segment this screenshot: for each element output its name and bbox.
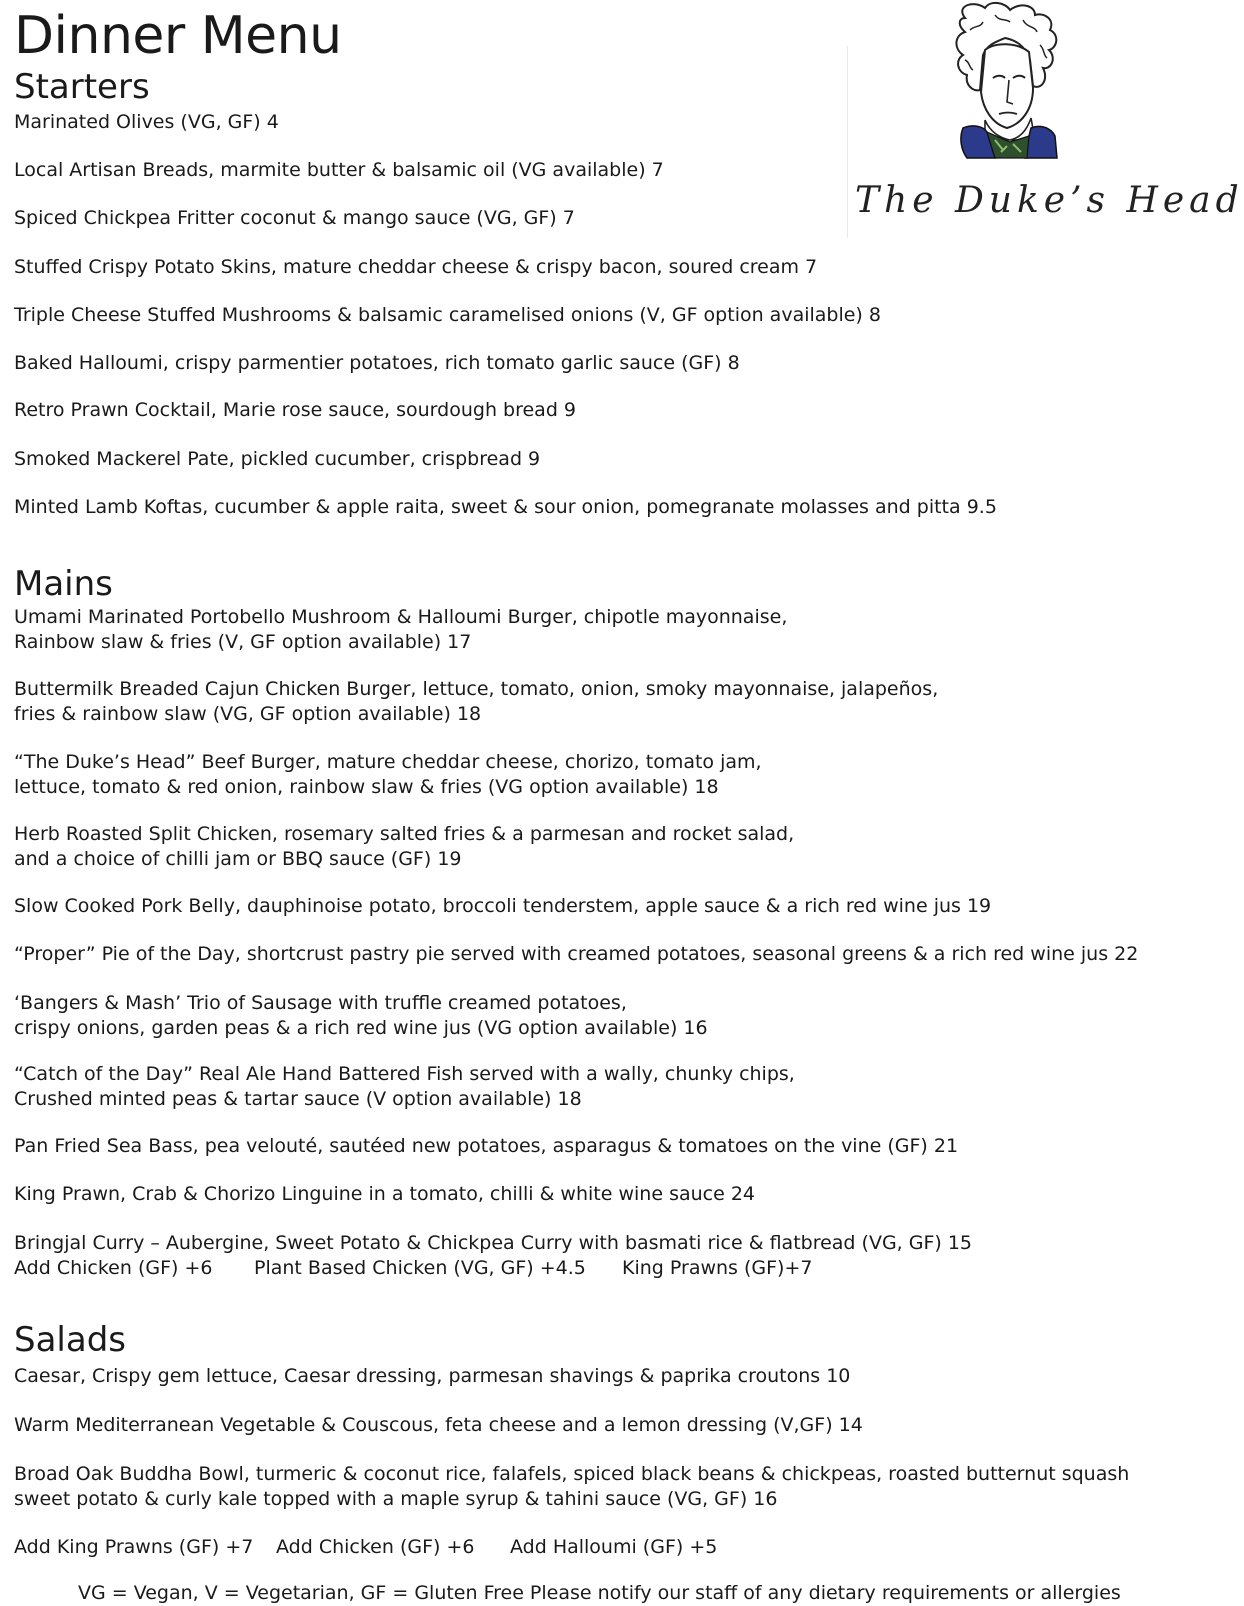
list-item <box>14 1182 755 1207</box>
list-item <box>14 605 787 655</box>
list-item <box>14 110 279 135</box>
item-text: “Catch of the Day” Real Ale Hand Battered Fish served with a wally, chunky chips, <box>14 1063 795 1085</box>
item-text: Slow Cooked Pork Belly, dauphinoise potato, broccoli tenderstem, apple sauce & a rich red wine jus 19 <box>14 895 992 917</box>
list-item <box>14 1462 1129 1512</box>
item-text: Marinated Olives (VG, GF) 4 <box>14 111 279 133</box>
addon-text: Plant Based Chicken (VG, GF) +4.5 <box>254 1257 586 1279</box>
mains-heading: Mains <box>14 564 113 604</box>
logo-wordmark: The Duke’s Head <box>855 180 1244 221</box>
mains-addons <box>14 1256 812 1281</box>
item-text: Local Artisan Breads, marmite butter & balsamic oil (VG available) 7 <box>14 159 664 181</box>
item-text: Baked Halloumi, crispy parmentier potatoes, rich tomato garlic sauce (GF) 8 <box>14 352 740 374</box>
list-item <box>14 206 575 231</box>
item-text: Spiced Chickpea Fritter coconut & mango sauce (VG, GF) 7 <box>14 207 575 229</box>
list-item <box>14 991 708 1041</box>
list-item <box>14 303 881 328</box>
item-text: Rainbow slaw & fries (V, GF option available) 17 <box>14 631 472 653</box>
item-text: Smoked Mackerel Pate, pickled cucumber, crispbread 9 <box>14 448 541 470</box>
duke-portrait-icon <box>845 0 1195 175</box>
item-text: crispy onions, garden peas & a rich red wine jus (VG option available) 16 <box>14 1017 708 1039</box>
item-text: Caesar, Crispy gem lettuce, Caesar dressing, parmesan shavings & paprika croutons 10 <box>14 1365 851 1387</box>
list-item <box>14 1134 958 1159</box>
list-item <box>14 1062 795 1112</box>
item-text: Umami Marinated Portobello Mushroom & Halloumi Burger, chipotle mayonnaise, <box>14 606 788 628</box>
list-item <box>14 255 817 280</box>
item-text: Retro Prawn Cocktail, Marie rose sauce, sourdough bread 9 <box>14 399 577 421</box>
item-text: sweet potato & curly kale topped with a maple syrup & tahini sauce (VG, GF) 16 <box>14 1488 778 1510</box>
list-item <box>14 750 762 800</box>
addon-text: Add King Prawns (GF) +7 <box>14 1536 254 1558</box>
item-text: lettuce, tomato & red onion, rainbow slaw & fries (VG option available) 18 <box>14 776 719 798</box>
salads-heading: Salads <box>14 1320 126 1360</box>
page-title: Dinner Menu <box>14 6 342 66</box>
list-item <box>14 1231 972 1256</box>
list-item <box>14 1364 850 1389</box>
addon-text: Add Chicken (GF) +6 <box>276 1536 475 1558</box>
list-item <box>14 447 540 472</box>
addon-text: Add Halloumi (GF) +5 <box>510 1536 718 1558</box>
list-item <box>14 822 794 872</box>
list-item <box>14 942 1138 967</box>
item-text: Pan Fried Sea Bass, pea velouté, sautéed new potatoes, asparagus & tomatoes on the vine (GF) 21 <box>14 1135 959 1157</box>
item-text: Minted Lamb Koftas, cucumber & apple raita, sweet & sour onion, pomegranate molasses and pitta 9.5 <box>14 496 997 518</box>
addon-text: King Prawns (GF)+7 <box>622 1257 813 1279</box>
list-item <box>14 398 576 423</box>
starters-heading: Starters <box>14 67 150 107</box>
allergy-footnote: VG = Vegan, V = Vegetarian, GF = Gluten Free Please notify our staff of any dietary requirements or allergies <box>78 1582 1121 1604</box>
item-text: Broad Oak Buddha Bowl, turmeric & coconut rice, falafels, spiced black beans & chickpeas, roasted butternut squash <box>14 1463 1130 1485</box>
item-text: Buttermilk Breaded Cajun Chicken Burger, lettuce, tomato, onion, smoky mayonnaise, jalapeños, <box>14 678 939 700</box>
list-item <box>14 495 997 520</box>
list-item <box>14 351 740 376</box>
list-item <box>14 158 664 183</box>
item-text: Stuffed Crispy Potato Skins, mature cheddar cheese & crispy bacon, soured cream 7 <box>14 256 818 278</box>
item-text: fries & rainbow slaw (VG, GF option available) 18 <box>14 703 482 725</box>
list-item <box>14 677 938 727</box>
item-text: Crushed minted peas & tartar sauce (V option available) 18 <box>14 1088 582 1110</box>
item-text: Bringjal Curry – Aubergine, Sweet Potato & Chickpea Curry with basmati rice & flatbread (VG, GF) 15 <box>14 1232 973 1254</box>
item-text: and a choice of chilli jam or BBQ sauce (GF) 19 <box>14 848 462 870</box>
addon-text: Add Chicken (GF) +6 <box>14 1257 213 1279</box>
salads-addons <box>14 1535 717 1560</box>
list-item <box>14 894 991 919</box>
item-text: Triple Cheese Stuffed Mushrooms & balsamic caramelised onions (V, GF option available) 8 <box>14 304 881 326</box>
item-text: Warm Mediterranean Vegetable & Couscous, feta cheese and a lemon dressing (V,GF) 14 <box>14 1414 863 1436</box>
item-text: ‘Bangers & Mash’ Trio of Sausage with truffle creamed potatoes, <box>14 992 627 1014</box>
item-text: “The Duke’s Head” Beef Burger, mature cheddar cheese, chorizo, tomato jam, <box>14 751 762 773</box>
list-item <box>14 1413 863 1438</box>
item-text: Herb Roasted Split Chicken, rosemary salted fries & a parmesan and rocket salad, <box>14 823 795 845</box>
item-text: King Prawn, Crab & Chorizo Linguine in a tomato, chilli & white wine sauce 24 <box>14 1183 755 1205</box>
item-text: “Proper” Pie of the Day, shortcrust pastry pie served with creamed potatoes, seasonal greens & a rich red wine jus 22 <box>14 943 1139 965</box>
